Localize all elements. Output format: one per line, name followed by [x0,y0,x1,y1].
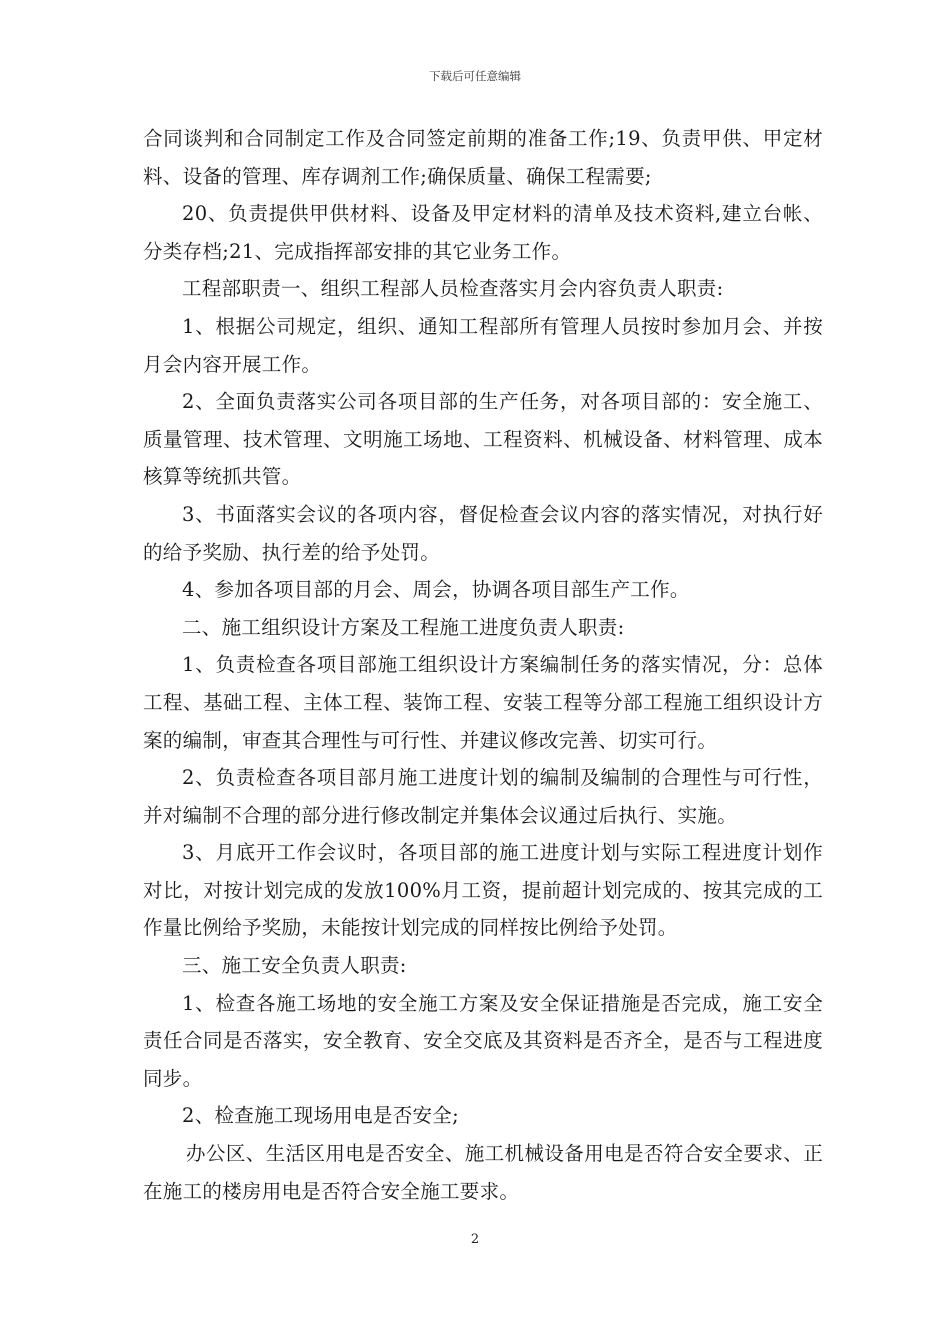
page-header: 下载后可任意编辑 [429,69,521,83]
paragraph: 1、根据公司规定，组织、通知工程部所有管理人员按时参加月会、并按月会内容开展工作。 [143,314,823,376]
paragraph: 2、负责检查各项目部月施工进度计划的编制及编制的合理性与可行性，并对编制不合理的部分进行修改制定并集体会议通过后执行、实施。 [143,766,823,827]
paragraph: 3、书面落实会议的各项内容，督促检查会议内容的落实情况，对执行好的给予奖励、执行差的给予处罚。 [143,502,823,564]
page-number: 2 [470,1232,480,1247]
section-heading: 二、施工组织设计方案及工程施工进度负责人职责: [182,615,625,639]
paragraph: 20、负责提供甲供材料、设备及甲定材料的清单及技术资料,建立台帐、分类存档;21、完成指挥部安排的其它业务工作。 [143,202,823,263]
paragraph: 4、参加各项目部的月会、周会，协调各项目部生产工作。 [182,578,690,602]
paragraph: 1、检查各施工场地的安全施工方案及安全保证措施是否完成，施工安全责任合同是否落实，安全教育、安全交底及其资料是否齐全，是否与工程进度同步。 [143,991,823,1090]
paragraph: 2、全面负责落实公司各项目部的生产任务，对各项目部的：安全施工、质量管理、技术管理、文明施工场地、工程资料、机械设备、材料管理、成本核算等统抓共管。 [143,390,823,489]
section-heading: 三、施工安全负责人职责: [182,954,407,978]
document-body [143,120,823,1210]
paragraph: 3、月底开工作会议时，各项目部的施工进度计划与实际工程进度计划作对比，对按计划完成的发放100%月工资，提前超计划完成的、按其完成的工作量比例给予奖励，未能按计划完成的同样按比例给予处罚。 [143,841,823,940]
section-heading: 工程部职责一、组织工程部人员检查落实月会内容负责人职责: [182,277,724,301]
paragraph: 2、检查施工现场用电是否安全; [182,1104,459,1128]
paragraph: 合同谈判和合同制定工作及合同签定前期的准备工作;19、负责甲供、甲定材料、设备的管理、库存调剂工作;确保质量、确保工程需要; [143,127,823,188]
paragraph: 办公区、生活区用电是否安全、施工机械设备用电是否符合安全要求、正在施工的楼房用电是否符合安全施工要求。 [143,1142,823,1203]
paragraph: 1、负责检查各项目部施工组织设计方案编制任务的落实情况，分：总体工程、基础工程、主体工程、装饰工程、安装工程等分部工程施工组织设计方案的编制，审查其合理性与可行性、并建议修改完善、切实可行。 [143,653,823,752]
